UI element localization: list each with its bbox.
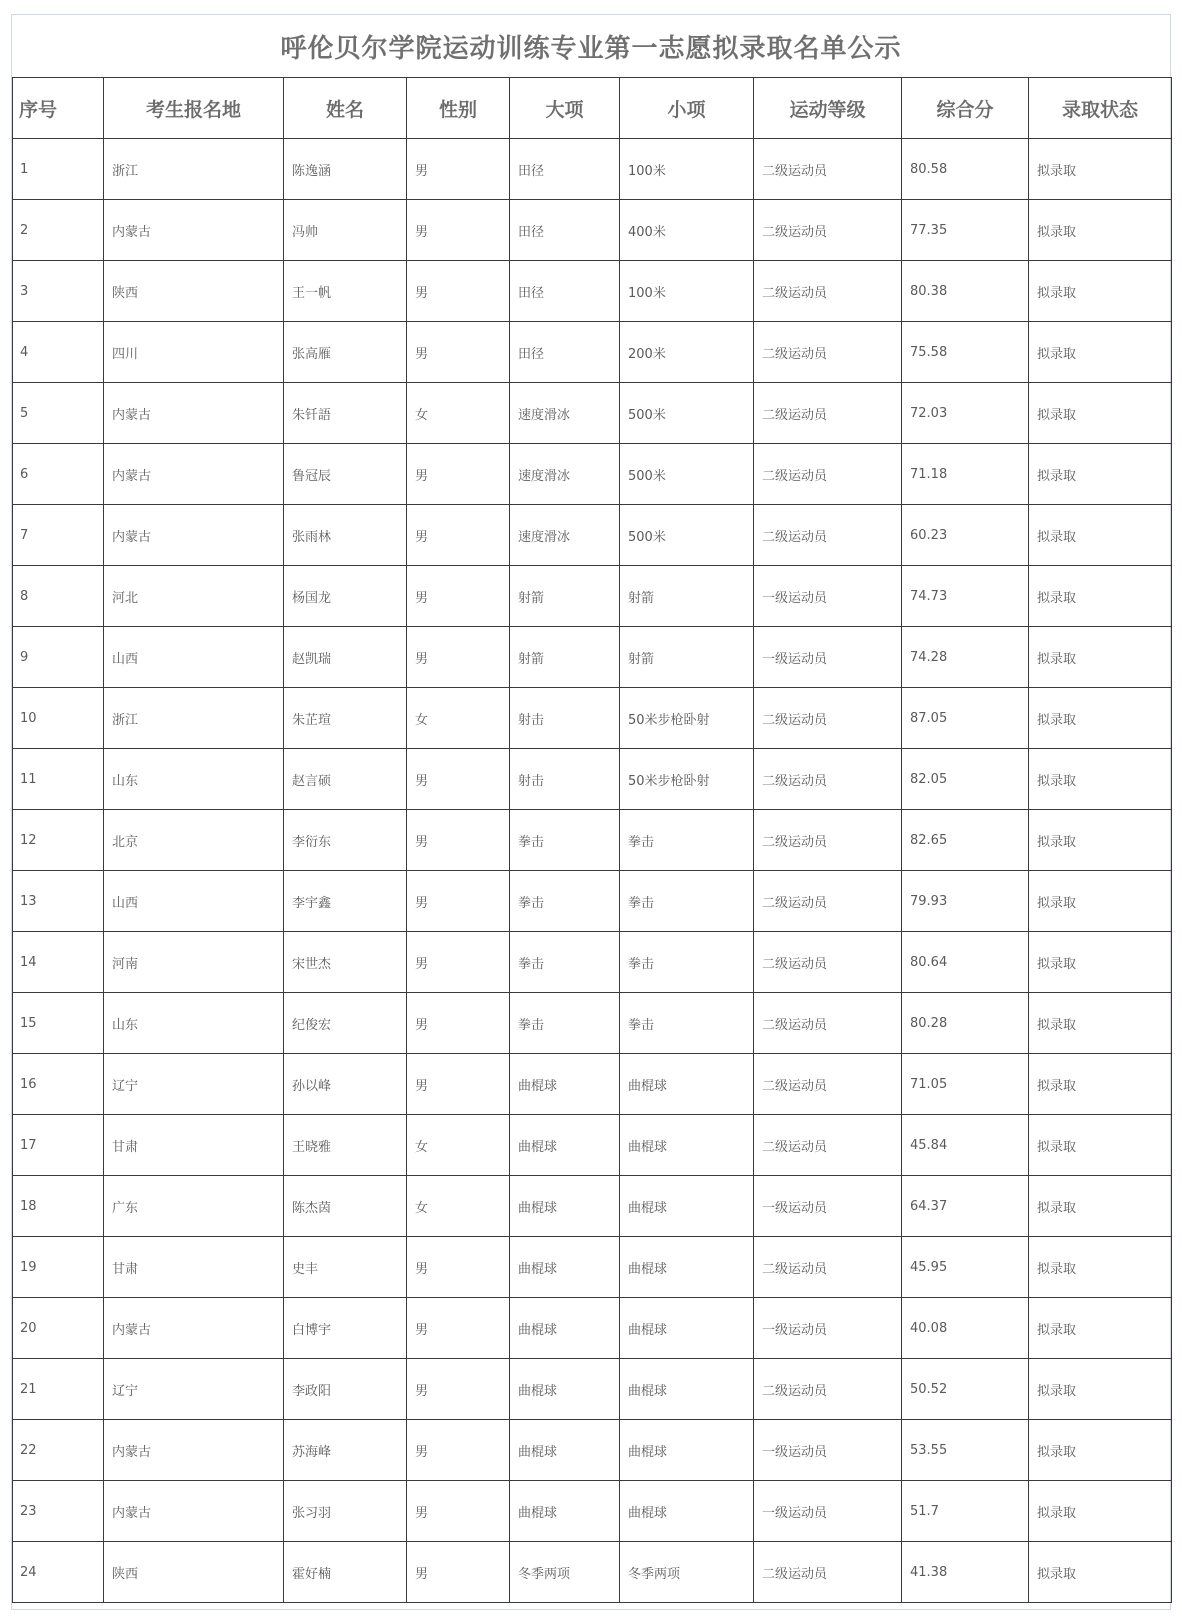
cell-admission-status: 拟录取	[1029, 261, 1172, 322]
cell-athlete-level: 二级运动员	[754, 200, 902, 261]
cell-major-event: 田径	[510, 139, 620, 200]
cell-index: 8	[13, 566, 104, 627]
cell-total-score: 79.93	[902, 871, 1029, 932]
cell-index: 11	[13, 749, 104, 810]
cell-minor-event: 200米	[620, 322, 754, 383]
cell-athlete-level: 二级运动员	[754, 749, 902, 810]
cell-region: 辽宁	[104, 1359, 284, 1420]
cell-admission-status: 拟录取	[1029, 200, 1172, 261]
cell-major-event: 曲棍球	[510, 1481, 620, 1542]
cell-name: 鲁冠辰	[284, 444, 407, 505]
cell-region: 内蒙古	[104, 444, 284, 505]
cell-region: 内蒙古	[104, 1298, 284, 1359]
cell-major-event: 田径	[510, 200, 620, 261]
cell-name: 杨国龙	[284, 566, 407, 627]
cell-admission-status: 拟录取	[1029, 932, 1172, 993]
table-row	[13, 1481, 1172, 1542]
cell-gender: 男	[407, 566, 510, 627]
cell-name: 史丰	[284, 1237, 407, 1298]
cell-total-score: 77.35	[902, 200, 1029, 261]
table-row	[13, 505, 1172, 566]
cell-total-score: 45.84	[902, 1115, 1029, 1176]
cell-minor-event: 100米	[620, 261, 754, 322]
cell-gender: 男	[407, 1542, 510, 1603]
cell-region: 陕西	[104, 1542, 284, 1603]
table-row	[13, 139, 1172, 200]
cell-region: 广东	[104, 1176, 284, 1237]
cell-name: 王一帆	[284, 261, 407, 322]
cell-gender: 女	[407, 1115, 510, 1176]
cell-athlete-level: 二级运动员	[754, 383, 902, 444]
cell-total-score: 53.55	[902, 1420, 1029, 1481]
cell-total-score: 80.58	[902, 139, 1029, 200]
cell-name: 陈杰茵	[284, 1176, 407, 1237]
cell-gender: 男	[407, 139, 510, 200]
cell-major-event: 拳击	[510, 871, 620, 932]
cell-minor-event: 500米	[620, 383, 754, 444]
cell-region: 内蒙古	[104, 505, 284, 566]
cell-index: 1	[13, 139, 104, 200]
cell-total-score: 40.08	[902, 1298, 1029, 1359]
cell-athlete-level: 二级运动员	[754, 322, 902, 383]
cell-region: 山东	[104, 749, 284, 810]
cell-region: 内蒙古	[104, 383, 284, 444]
cell-admission-status: 拟录取	[1029, 810, 1172, 871]
cell-index: 18	[13, 1176, 104, 1237]
cell-major-event: 拳击	[510, 932, 620, 993]
cell-major-event: 拳击	[510, 810, 620, 871]
table-row	[13, 1115, 1172, 1176]
cell-major-event: 速度滑冰	[510, 383, 620, 444]
cell-minor-event: 射箭	[620, 566, 754, 627]
cell-index: 3	[13, 261, 104, 322]
cell-gender: 男	[407, 1237, 510, 1298]
cell-minor-event: 冬季两项	[620, 1542, 754, 1603]
cell-major-event: 速度滑冰	[510, 505, 620, 566]
cell-major-event: 田径	[510, 322, 620, 383]
cell-region: 山西	[104, 871, 284, 932]
table-row	[13, 1542, 1172, 1603]
table-body	[13, 139, 1172, 1603]
cell-index: 22	[13, 1420, 104, 1481]
cell-athlete-level: 二级运动员	[754, 993, 902, 1054]
table-row	[13, 1359, 1172, 1420]
cell-major-event: 田径	[510, 261, 620, 322]
table-row	[13, 383, 1172, 444]
cell-minor-event: 曲棍球	[620, 1176, 754, 1237]
cell-region: 浙江	[104, 688, 284, 749]
cell-index: 23	[13, 1481, 104, 1542]
cell-athlete-level: 二级运动员	[754, 1359, 902, 1420]
table-row	[13, 322, 1172, 383]
cell-athlete-level: 一级运动员	[754, 1298, 902, 1359]
table-row	[13, 1176, 1172, 1237]
cell-gender: 男	[407, 1481, 510, 1542]
cell-gender: 女	[407, 383, 510, 444]
cell-region: 浙江	[104, 139, 284, 200]
cell-minor-event: 100米	[620, 139, 754, 200]
cell-total-score: 60.23	[902, 505, 1029, 566]
cell-major-event: 拳击	[510, 993, 620, 1054]
cell-index: 14	[13, 932, 104, 993]
cell-minor-event: 拳击	[620, 810, 754, 871]
cell-gender: 女	[407, 688, 510, 749]
cell-major-event: 射击	[510, 688, 620, 749]
table-row	[13, 749, 1172, 810]
table-row	[13, 1237, 1172, 1298]
cell-index: 17	[13, 1115, 104, 1176]
header-index: 序号	[13, 78, 104, 139]
cell-index: 2	[13, 200, 104, 261]
cell-major-event: 曲棍球	[510, 1420, 620, 1481]
table-row	[13, 200, 1172, 261]
cell-total-score: 80.38	[902, 261, 1029, 322]
cell-total-score: 71.18	[902, 444, 1029, 505]
cell-index: 7	[13, 505, 104, 566]
cell-athlete-level: 二级运动员	[754, 505, 902, 566]
cell-region: 山西	[104, 627, 284, 688]
cell-region: 河北	[104, 566, 284, 627]
cell-total-score: 64.37	[902, 1176, 1029, 1237]
cell-admission-status: 拟录取	[1029, 993, 1172, 1054]
cell-minor-event: 曲棍球	[620, 1298, 754, 1359]
cell-total-score: 50.52	[902, 1359, 1029, 1420]
cell-admission-status: 拟录取	[1029, 1359, 1172, 1420]
cell-admission-status: 拟录取	[1029, 627, 1172, 688]
cell-major-event: 冬季两项	[510, 1542, 620, 1603]
cell-minor-event: 射箭	[620, 627, 754, 688]
cell-name: 张高雁	[284, 322, 407, 383]
table-row	[13, 566, 1172, 627]
cell-index: 10	[13, 688, 104, 749]
cell-athlete-level: 二级运动员	[754, 688, 902, 749]
cell-region: 北京	[104, 810, 284, 871]
cell-region: 内蒙古	[104, 1420, 284, 1481]
cell-total-score: 75.58	[902, 322, 1029, 383]
cell-gender: 男	[407, 261, 510, 322]
cell-admission-status: 拟录取	[1029, 749, 1172, 810]
cell-athlete-level: 二级运动员	[754, 1115, 902, 1176]
cell-admission-status: 拟录取	[1029, 322, 1172, 383]
cell-athlete-level: 二级运动员	[754, 139, 902, 200]
cell-admission-status: 拟录取	[1029, 444, 1172, 505]
cell-admission-status: 拟录取	[1029, 1237, 1172, 1298]
table-row	[13, 627, 1172, 688]
cell-admission-status: 拟录取	[1029, 1542, 1172, 1603]
cell-index: 4	[13, 322, 104, 383]
cell-region: 陕西	[104, 261, 284, 322]
table-row	[13, 871, 1172, 932]
cell-name: 冯帅	[284, 200, 407, 261]
cell-total-score: 51.7	[902, 1481, 1029, 1542]
header-total-score: 综合分	[902, 78, 1029, 139]
cell-gender: 男	[407, 1359, 510, 1420]
cell-major-event: 射箭	[510, 566, 620, 627]
cell-admission-status: 拟录取	[1029, 1115, 1172, 1176]
cell-admission-status: 拟录取	[1029, 1420, 1172, 1481]
cell-minor-event: 拳击	[620, 932, 754, 993]
cell-minor-event: 拳击	[620, 871, 754, 932]
cell-index: 20	[13, 1298, 104, 1359]
table-row	[13, 688, 1172, 749]
cell-gender: 男	[407, 505, 510, 566]
cell-total-score: 71.05	[902, 1054, 1029, 1115]
cell-gender: 男	[407, 810, 510, 871]
cell-name: 宋世杰	[284, 932, 407, 993]
table-row	[13, 1298, 1172, 1359]
cell-gender: 男	[407, 1420, 510, 1481]
cell-region: 内蒙古	[104, 1481, 284, 1542]
cell-admission-status: 拟录取	[1029, 566, 1172, 627]
cell-admission-status: 拟录取	[1029, 1298, 1172, 1359]
cell-athlete-level: 二级运动员	[754, 871, 902, 932]
cell-gender: 男	[407, 1298, 510, 1359]
header-major-event: 大项	[510, 78, 620, 139]
cell-index: 15	[13, 993, 104, 1054]
cell-gender: 男	[407, 1054, 510, 1115]
cell-major-event: 射击	[510, 749, 620, 810]
cell-admission-status: 拟录取	[1029, 1054, 1172, 1115]
cell-index: 16	[13, 1054, 104, 1115]
cell-major-event: 曲棍球	[510, 1176, 620, 1237]
cell-index: 13	[13, 871, 104, 932]
cell-admission-status: 拟录取	[1029, 383, 1172, 444]
header-name: 姓名	[284, 78, 407, 139]
cell-major-event: 速度滑冰	[510, 444, 620, 505]
cell-name: 赵凯瑞	[284, 627, 407, 688]
cell-total-score: 41.38	[902, 1542, 1029, 1603]
cell-total-score: 80.64	[902, 932, 1029, 993]
cell-gender: 男	[407, 322, 510, 383]
cell-name: 霍好楠	[284, 1542, 407, 1603]
cell-major-event: 曲棍球	[510, 1298, 620, 1359]
cell-name: 苏海峰	[284, 1420, 407, 1481]
table-row	[13, 932, 1172, 993]
cell-gender: 男	[407, 749, 510, 810]
cell-region: 四川	[104, 322, 284, 383]
cell-name: 陈逸涵	[284, 139, 407, 200]
cell-minor-event: 曲棍球	[620, 1237, 754, 1298]
cell-index: 19	[13, 1237, 104, 1298]
cell-major-event: 曲棍球	[510, 1115, 620, 1176]
table-row	[13, 810, 1172, 871]
cell-total-score: 80.28	[902, 993, 1029, 1054]
cell-admission-status: 拟录取	[1029, 1481, 1172, 1542]
header-gender: 性别	[407, 78, 510, 139]
cell-gender: 男	[407, 444, 510, 505]
cell-admission-status: 拟录取	[1029, 871, 1172, 932]
header-minor-event: 小项	[620, 78, 754, 139]
cell-gender: 女	[407, 1176, 510, 1237]
cell-minor-event: 400米	[620, 200, 754, 261]
cell-total-score: 72.03	[902, 383, 1029, 444]
cell-region: 辽宁	[104, 1054, 284, 1115]
cell-athlete-level: 二级运动员	[754, 261, 902, 322]
cell-name: 张习羽	[284, 1481, 407, 1542]
cell-index: 12	[13, 810, 104, 871]
cell-total-score: 45.95	[902, 1237, 1029, 1298]
cell-athlete-level: 二级运动员	[754, 1237, 902, 1298]
cell-name: 纪俊宏	[284, 993, 407, 1054]
cell-athlete-level: 二级运动员	[754, 1542, 902, 1603]
cell-gender: 男	[407, 627, 510, 688]
cell-athlete-level: 一级运动员	[754, 566, 902, 627]
cell-total-score: 87.05	[902, 688, 1029, 749]
table-row	[13, 1420, 1172, 1481]
cell-athlete-level: 二级运动员	[754, 810, 902, 871]
cell-athlete-level: 一级运动员	[754, 1420, 902, 1481]
cell-gender: 男	[407, 932, 510, 993]
cell-major-event: 曲棍球	[510, 1237, 620, 1298]
cell-minor-event: 50米步枪卧射	[620, 688, 754, 749]
cell-minor-event: 曲棍球	[620, 1481, 754, 1542]
header-region: 考生报名地	[104, 78, 284, 139]
cell-admission-status: 拟录取	[1029, 505, 1172, 566]
cell-athlete-level: 一级运动员	[754, 1176, 902, 1237]
table-row	[13, 444, 1172, 505]
cell-minor-event: 曲棍球	[620, 1054, 754, 1115]
cell-major-event: 曲棍球	[510, 1054, 620, 1115]
cell-admission-status: 拟录取	[1029, 688, 1172, 749]
cell-total-score: 74.28	[902, 627, 1029, 688]
cell-name: 朱钎語	[284, 383, 407, 444]
cell-index: 9	[13, 627, 104, 688]
cell-minor-event: 500米	[620, 444, 754, 505]
cell-minor-event: 500米	[620, 505, 754, 566]
cell-region: 内蒙古	[104, 200, 284, 261]
cell-index: 6	[13, 444, 104, 505]
cell-name: 朱芷瑄	[284, 688, 407, 749]
cell-region: 甘肃	[104, 1237, 284, 1298]
cell-region: 河南	[104, 932, 284, 993]
cell-name: 李宇鑫	[284, 871, 407, 932]
cell-name: 赵言硕	[284, 749, 407, 810]
cell-minor-event: 曲棍球	[620, 1115, 754, 1176]
cell-major-event: 射箭	[510, 627, 620, 688]
table-row	[13, 993, 1172, 1054]
cell-athlete-level: 一级运动员	[754, 1481, 902, 1542]
cell-admission-status: 拟录取	[1029, 1176, 1172, 1237]
cell-region: 甘肃	[104, 1115, 284, 1176]
cell-total-score: 82.05	[902, 749, 1029, 810]
table-row	[13, 261, 1172, 322]
cell-gender: 男	[407, 871, 510, 932]
cell-minor-event: 曲棍球	[620, 1420, 754, 1481]
cell-minor-event: 拳击	[620, 993, 754, 1054]
cell-athlete-level: 二级运动员	[754, 444, 902, 505]
cell-name: 白博宇	[284, 1298, 407, 1359]
cell-gender: 男	[407, 993, 510, 1054]
page-title: 呼伦贝尔学院运动训练专业第一志愿拟录取名单公示	[280, 33, 902, 64]
cell-total-score: 82.65	[902, 810, 1029, 871]
cell-index: 21	[13, 1359, 104, 1420]
cell-total-score: 74.73	[902, 566, 1029, 627]
cell-name: 李衍东	[284, 810, 407, 871]
cell-index: 5	[13, 383, 104, 444]
cell-minor-event: 曲棍球	[620, 1359, 754, 1420]
cell-athlete-level: 二级运动员	[754, 1054, 902, 1115]
admission-table	[12, 77, 1172, 1603]
header-athlete-level: 运动等级	[754, 78, 902, 139]
table-header-row	[13, 78, 1172, 139]
cell-name: 张雨林	[284, 505, 407, 566]
header-admission-status: 录取状态	[1029, 78, 1172, 139]
cell-athlete-level: 二级运动员	[754, 932, 902, 993]
cell-name: 王晓雅	[284, 1115, 407, 1176]
cell-name: 李政阳	[284, 1359, 407, 1420]
cell-name: 孙以峰	[284, 1054, 407, 1115]
cell-region: 山东	[104, 993, 284, 1054]
cell-minor-event: 50米步枪卧射	[620, 749, 754, 810]
cell-major-event: 曲棍球	[510, 1359, 620, 1420]
cell-index: 24	[13, 1542, 104, 1603]
table-row	[13, 1054, 1172, 1115]
cell-admission-status: 拟录取	[1029, 139, 1172, 200]
cell-athlete-level: 一级运动员	[754, 627, 902, 688]
cell-gender: 男	[407, 200, 510, 261]
